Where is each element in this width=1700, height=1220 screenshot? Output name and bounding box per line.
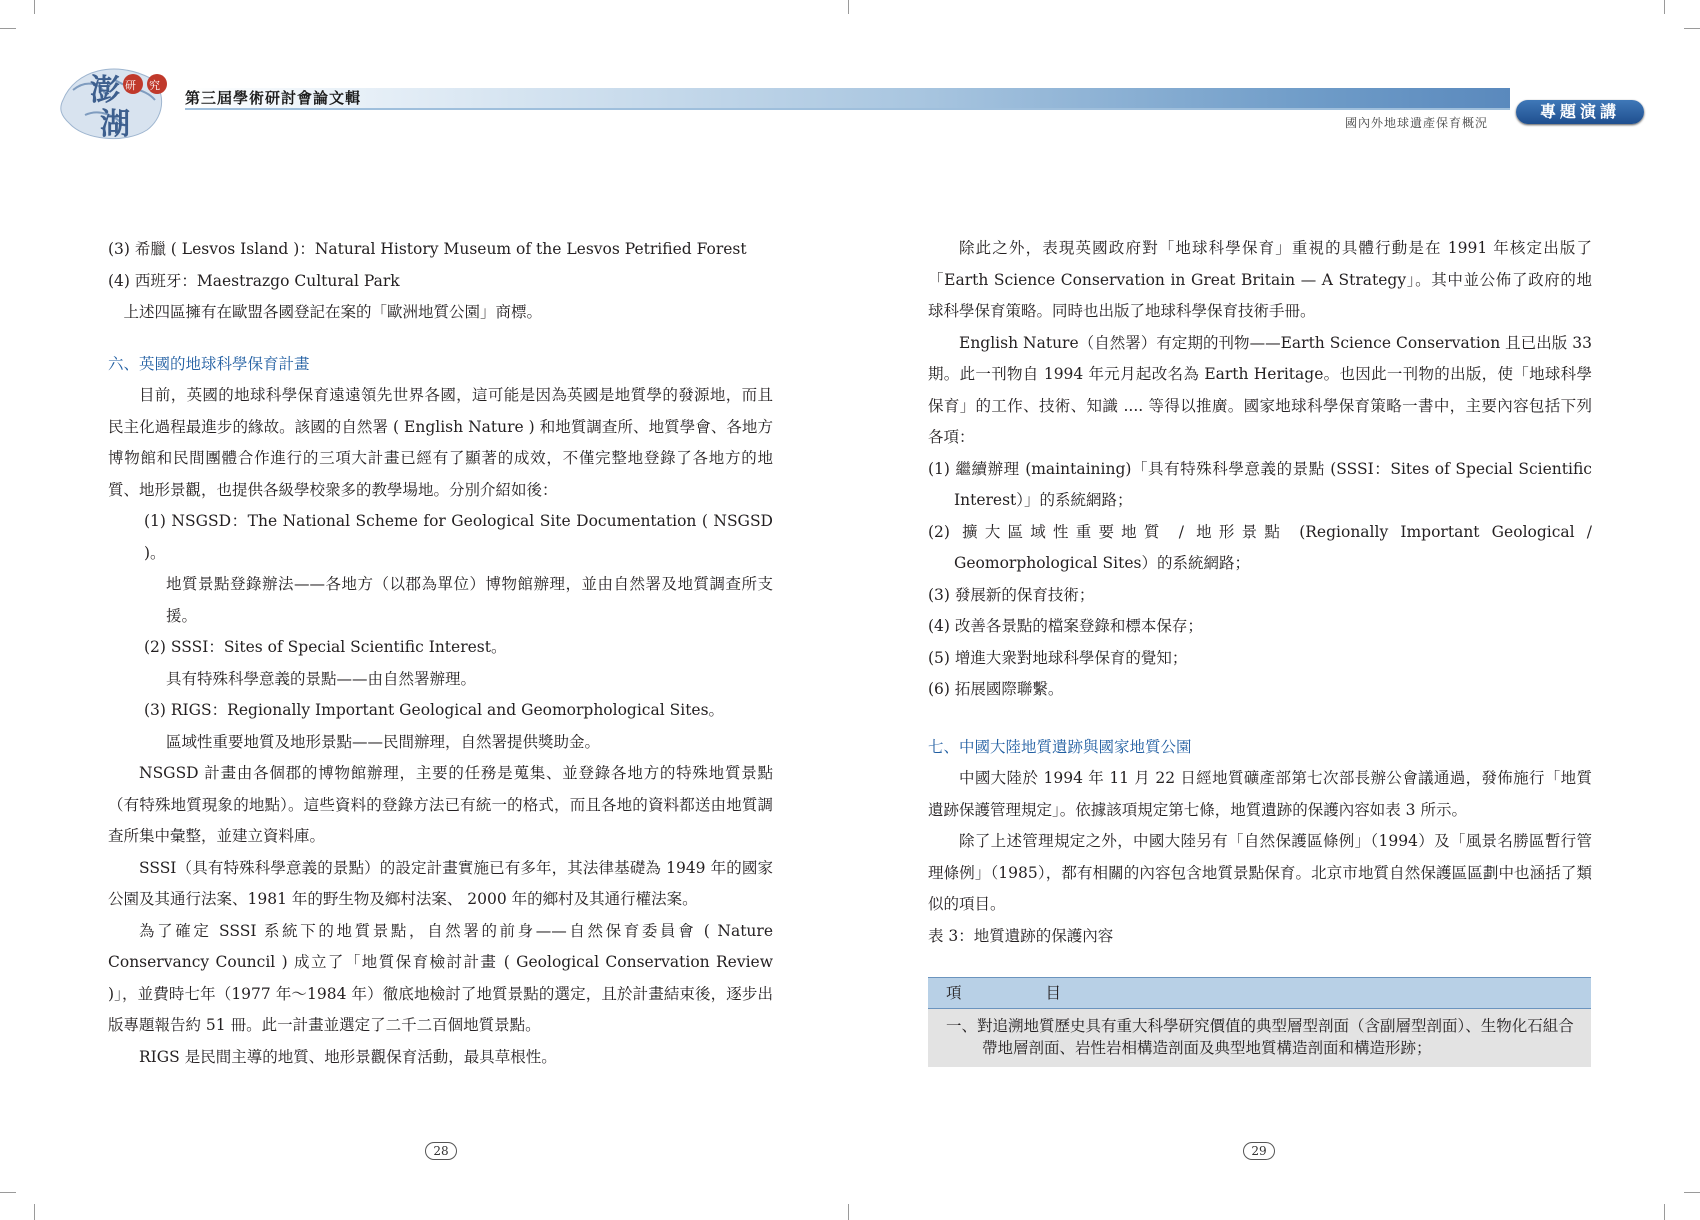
list-item: (6) 拓展國際聯繫。: [928, 680, 1064, 698]
crop-mark: [34, 0, 35, 14]
paragraph: NSGSD 計畫由各個郡的博物館辦理，主要的任務是蒐集、並登錄各地方的特殊地質景點（有特殊地質現象的地點）。這些資料的登錄方法已有統一的格式，而且各地的資料都送由地質調查所集中彙整，並建立資料庫。: [108, 764, 773, 845]
item-title: (1) NSGSD：The National Scheme for Geological Site Documentation ( NSGSD )。: [144, 512, 773, 562]
item-description: 區域性重要地質及地形景點——民間辦理，自然署提供獎助金。: [166, 732, 601, 751]
item-description: 地質景點登錄辦法——各地方（以郡為單位）博物館辦理，並由自然署及地質調查所支援。: [166, 575, 773, 625]
paragraph: 為了確定 SSSI 系統下的地質景點，自然署的前身——自然保育委員會 ( Nature Conservancy Council ) 成立了「地質保育檢討計畫 ( Geological Conservation Review )」，並費時七年（1977 年～1984 年）徹底地檢討了地質景點的選定，且於計畫結束後，逐步出版專題報告約 51 冊。此一計畫並選定了二千二百個地質景點。: [108, 921, 773, 1034]
item-title: (2) SSSI：Sites of Special Scientific Interest。: [144, 638, 507, 656]
list-item: (2) 擴大區域性重要地質 / 地形景點 (Regionally Important Geological / Geomorphological Sites）的系統網路；: [928, 522, 1592, 572]
left-page-column: [108, 234, 773, 1073]
journal-title: 第三屆學術研討會論文輯: [185, 89, 362, 107]
protection-table: [928, 977, 1591, 1067]
paragraph: 除了上述管理規定之外，中國大陸另有「自然保護區條例」（1994）及「風景名勝區暫行管理條例」（1985），都有相關的內容包含地質景點保育。北京市地質自然保護區區劃中也涵括了類似的項目。: [928, 832, 1592, 913]
paragraph: 中國大陸於 1994 年 11 月 22 日經地質礦產部第七次部長辦公會議通過，發佈施行「地質遺跡保護管理規定」。依據該項規定第七條，地質遺跡的保護內容如表 3 所示。: [928, 769, 1592, 819]
crop-mark: [1664, 0, 1665, 14]
section-heading: 七、中國大陸地質遺跡與國家地質公園: [928, 737, 1192, 756]
table-body: [928, 1008, 1591, 1067]
paragraph: RIGS 是民間主導的地質、地形景觀保育活動，最具草根性。: [139, 1047, 557, 1066]
article-subtitle: 國內外地球遺產保育概況: [1345, 116, 1489, 130]
paragraph: SSSI（具有特殊科學意義的景點）的設定計畫實施已有多年，其法律基礎為 1949 年的國家公園及其通行法案、1981 年的野生物及鄉村法案、 2000 年的鄉村及其通行權法案。: [108, 858, 773, 908]
crop-mark: [34, 1204, 35, 1220]
journal-logo: [55, 60, 175, 142]
svg-text:澎: 澎: [90, 73, 120, 108]
crop-mark: [1684, 1192, 1700, 1193]
svg-text:究: 究: [149, 79, 160, 92]
svg-text:湖: 湖: [100, 107, 130, 142]
svg-text:研: 研: [125, 79, 136, 92]
crop-mark: [848, 1204, 849, 1220]
list-item: (5) 增進大衆對地球科學保育的覺知；: [928, 648, 1188, 667]
header-band: [185, 88, 1510, 108]
crop-mark: [0, 1192, 16, 1193]
crop-mark: [1684, 28, 1700, 29]
item-description: 具有特殊科學意義的景點——由自然署辦理。: [166, 669, 477, 688]
list-line: (4) 西班牙：Maestrazgo Cultural Park: [108, 271, 400, 290]
page-number: 29: [1243, 1142, 1275, 1160]
paragraph: 上述四區擁有在歐盟各國登記在案的「歐洲地質公園」商標。: [123, 303, 543, 321]
table-row: 一、對追溯地質歷史具有重大科學研究價值的典型層型剖面（含副層型剖面）、生物化石組合帶地層剖面、岩性岩相構造剖面及典型地質構造剖面和構造形跡；: [946, 1017, 1574, 1057]
section-heading: 六、英國的地球科學保育計畫: [108, 354, 310, 373]
paragraph: 除此之外，表現英國政府對「地球科學保育」重視的具體行動是在 1991 年核定出版了「Earth Science Conservation in Great Britain — A Strategy」。其中並公佈了政府的地球科學保育策略。同時也出版了地球科學保育技術手冊。: [928, 239, 1592, 320]
crop-mark: [1664, 1204, 1665, 1220]
right-page-column: [928, 233, 1592, 952]
list-line: (3) 希臘 ( Lesvos Island )：Natural History Museum of the Lesvos Petrified Forest: [108, 240, 747, 258]
paragraph: English Nature（自然署）有定期的刊物——Earth Science Conservation 且已出版 33期。此一刊物自 1994 年元月起改名為 Earth Heritage。也因此一刊物的出版，使「地球科學保育」的工作、技術、知識 .... 等得以推廣。國家地球科學保育策略一書中，主要內容包括下列各項：: [928, 333, 1592, 446]
list-item: (1) 繼續辦理 (maintaining)「具有特殊科學意義的景點 (SSSI：Sites of Special Scientific Interest）」的系統網路；: [928, 459, 1592, 509]
list-item: (3) 發展新的保育技術；: [928, 585, 1095, 604]
table-header-cell: 項: [946, 984, 962, 1002]
header-rule: [185, 108, 1510, 110]
page-number: 28: [425, 1142, 457, 1160]
table-caption: 表 3：地質遺跡的保護內容: [928, 926, 1114, 945]
table-header: [928, 977, 1591, 1008]
crop-mark: [0, 28, 16, 29]
item-title: (3) RIGS：Regionally Important Geological and Geomorphological Sites。: [144, 701, 725, 719]
crop-mark: [848, 0, 849, 14]
list-item: (4) 改善各景點的檔案登錄和標本保存；: [928, 617, 1203, 635]
table-header-cell: 目: [1045, 984, 1062, 1002]
paragraph: 目前，英國的地球科學保育遠遠領先世界各國，這可能是因為英國是地質學的發源地，而且民主化過程最進步的緣故。該國的自然署 ( English Nature ) 和地質調查所、地質學會、各地方博物館和民間團體合作進行的三項大計畫已經有了顯著的成效，不僅完整地登錄了各地方的地質、地形景觀，也提供各級學校衆多的教學場地。分別介紹如後：: [108, 386, 773, 499]
section-label: 專題演講: [1516, 100, 1644, 124]
